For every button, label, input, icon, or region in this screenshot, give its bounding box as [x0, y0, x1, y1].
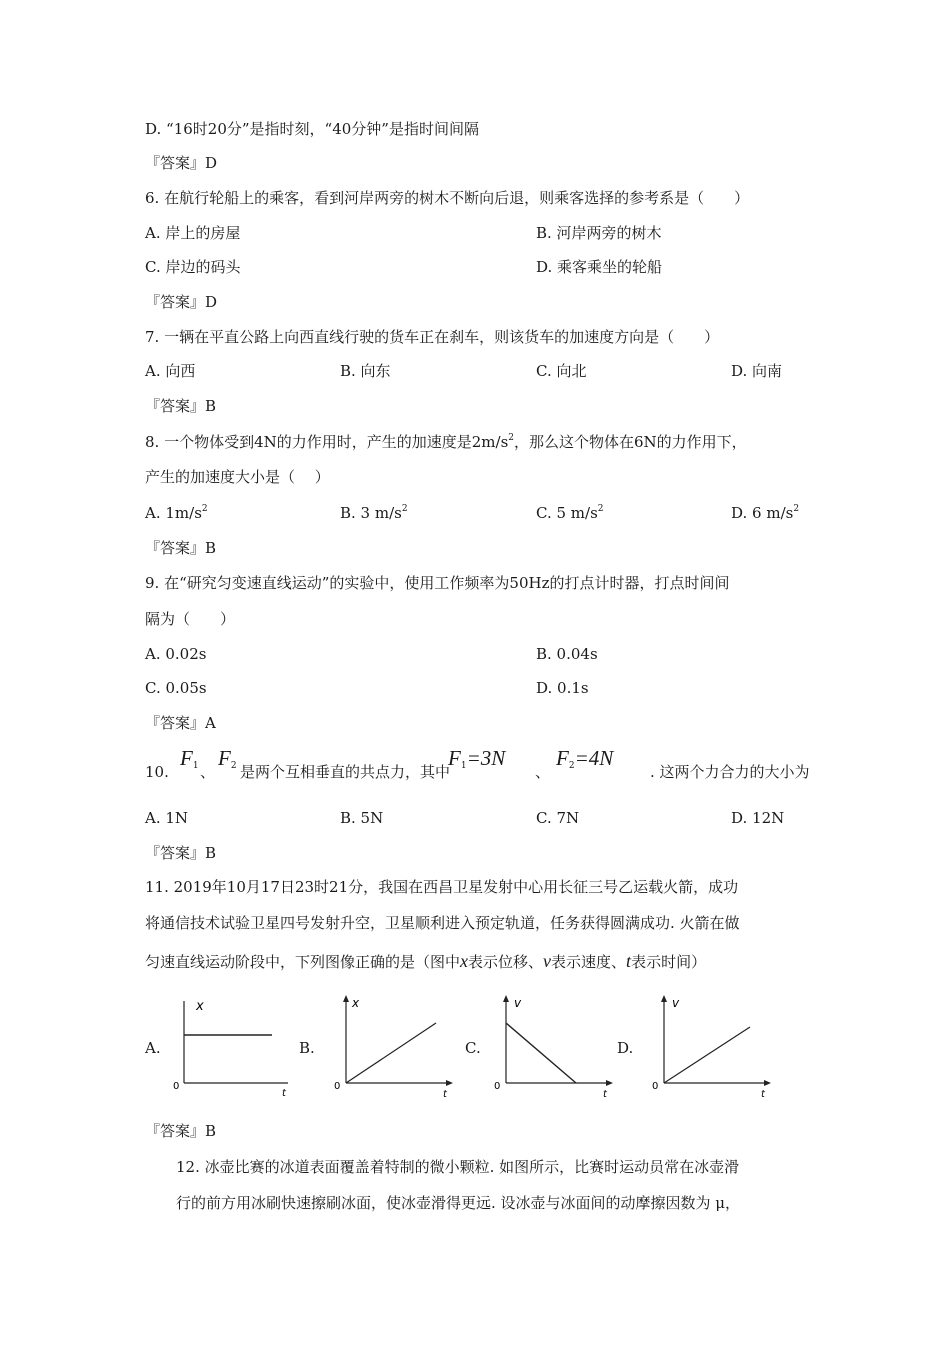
- graph-b-plot-line: [346, 1023, 436, 1083]
- q7-option-d: D. 向南: [731, 362, 783, 380]
- q11-stem-line2: 将通信技术试验卫星四号发射升空，卫星顺利进入预定轨道，任务获得圆满成功. 火箭在做: [145, 914, 740, 932]
- graph-d-plot-line: [664, 1027, 750, 1083]
- q11-answer: 『答案』B: [145, 1122, 217, 1140]
- q10-option-d: D. 12N: [731, 809, 785, 827]
- q11-graph-b: [330, 993, 455, 1101]
- graph-c-plot-line: [506, 1023, 576, 1083]
- q11-graph-c: [490, 993, 615, 1101]
- q8-stem-line1: 8. 一个物体受到4N的力作用时，产生的加速度是$2m/s^2$，那么这个物体在6N的力作用下，: [145, 433, 747, 451]
- graph-a-origin: 0: [173, 1081, 180, 1092]
- q12-stem-line2: 行的前方用冰刷快速擦刷冰面，使冰壶滑得更远. 设冰壶与冰面间的动摩擦因数为 μ，: [176, 1194, 741, 1212]
- q10-option-a: A. 1N: [145, 809, 189, 827]
- q9-option-a: A. 0.02s: [145, 645, 207, 663]
- q6-option-b: B. 河岸两旁的树木: [536, 224, 662, 242]
- graph-c-y-arrow: [503, 995, 509, 1002]
- q10-option-c: C. 7N: [536, 809, 580, 827]
- q7-option-a: A. 向西: [145, 362, 196, 380]
- graph-d-x-arrow: [764, 1080, 771, 1086]
- graph-d-y-arrow: [661, 995, 667, 1002]
- q12-stem-line1: 12. 冰壶比赛的冰道表面覆盖着特制的微小颗粒. 如图所示，比赛时运动员常在冰壶滑: [176, 1158, 740, 1176]
- q6-option-d: D. 乘客乘坐的轮船: [536, 258, 663, 276]
- q7-option-b: B. 向东: [340, 362, 391, 380]
- graph-c-x-label: t: [603, 1089, 607, 1100]
- q5-option-d: D. “16时20分”是指时刻，“40分钟”是指时间间隔: [145, 120, 479, 138]
- q6-option-a: A. 岸上的房屋: [145, 224, 241, 242]
- graph-b-x-label: t: [443, 1089, 447, 1100]
- graph-c-y-label: v: [514, 996, 522, 1010]
- q6-answer: 『答案』D: [145, 293, 218, 311]
- graph-a-x-label: t: [282, 1088, 286, 1099]
- graph-b-y-arrow: [343, 995, 349, 1002]
- q10-answer: 『答案』B: [145, 844, 217, 862]
- q10-f2-equation: $F_2=4N$: [556, 746, 614, 771]
- q11-label-b: B.: [299, 1039, 315, 1057]
- q11-stem-line3: 匀速直线运动阶段中，下列图像正确的是（图中x表示位移、v表示速度、t表示时间）: [145, 951, 707, 971]
- q10-separator-1: 、: [200, 763, 216, 781]
- q8-option-b: B. 3 $m/s^2$: [340, 504, 408, 522]
- q10-f1-symbol: $F_1$: [180, 746, 199, 771]
- q11-stem-line1: 11. 2019年10月17日23时21分，我国在西昌卫星发射中心用长征三号乙运载火箭，成功: [145, 878, 739, 896]
- q10-f1-equation: $F_1=3N$: [448, 746, 506, 771]
- q9-option-c: C. 0.05s: [145, 679, 207, 697]
- graph-a-y-label: x: [196, 999, 204, 1014]
- q10-separator-2: 、: [535, 763, 551, 781]
- q7-option-c: C. 向北: [536, 362, 587, 380]
- q8-option-d: D. 6 $m/s^2$: [731, 504, 800, 522]
- q6-stem: 6. 在航行轮船上的乘客，看到河岸两旁的树木不断向后退，则乘客选择的参考系是（ ）: [145, 189, 750, 207]
- graph-b-origin: 0: [334, 1081, 341, 1092]
- q10-text-1: 是两个互相垂直的共点力，其中: [240, 763, 451, 781]
- q11-graph-d: [648, 993, 773, 1101]
- q8-option-c: C. 5 $m/s^2$: [536, 504, 604, 522]
- graph-c-x-arrow: [606, 1080, 613, 1086]
- q7-answer: 『答案』B: [145, 397, 217, 415]
- q9-answer: 『答案』A: [145, 714, 216, 732]
- graph-d-y-label: v: [672, 996, 680, 1010]
- q11-label-a: A.: [145, 1039, 161, 1057]
- q10-f2-symbol: $F_2$: [218, 746, 237, 771]
- q7-stem: 7. 一辆在平直公路上向西直线行驶的货车正在刹车，则该货车的加速度方向是（ ）: [145, 328, 720, 346]
- q11-label-d: D.: [617, 1039, 634, 1057]
- graph-d-origin: 0: [652, 1081, 659, 1092]
- q10-text-2: . 这两个力合力的大小为: [650, 763, 810, 781]
- graph-b-y-label: x: [352, 996, 360, 1010]
- q8-stem-line2: 产生的加速度大小是（ ）: [145, 468, 330, 486]
- q9-stem-line2: 隔为（ ）: [145, 610, 236, 628]
- q9-option-b: B. 0.04s: [536, 645, 598, 663]
- graph-b-x-arrow: [446, 1080, 453, 1086]
- q9-stem-line1: 9. 在“研究匀变速直线运动”的实验中，使用工作频率为50Hz的打点计时器，打点时间间: [145, 574, 730, 592]
- q11-graph-a: [170, 995, 290, 1100]
- q10-number: 10.: [145, 763, 169, 781]
- q5-answer: 『答案』D: [145, 154, 218, 172]
- q8-option-a: A. $1m/s^2$: [145, 504, 208, 522]
- q11-label-c: C.: [465, 1039, 481, 1057]
- q9-option-d: D. 0.1s: [536, 679, 589, 697]
- graph-d-x-label: t: [761, 1089, 765, 1100]
- q6-option-c: C. 岸边的码头: [145, 258, 241, 276]
- q10-option-b: B. 5N: [340, 809, 384, 827]
- q8-answer: 『答案』B: [145, 539, 217, 557]
- graph-c-origin: 0: [494, 1081, 501, 1092]
